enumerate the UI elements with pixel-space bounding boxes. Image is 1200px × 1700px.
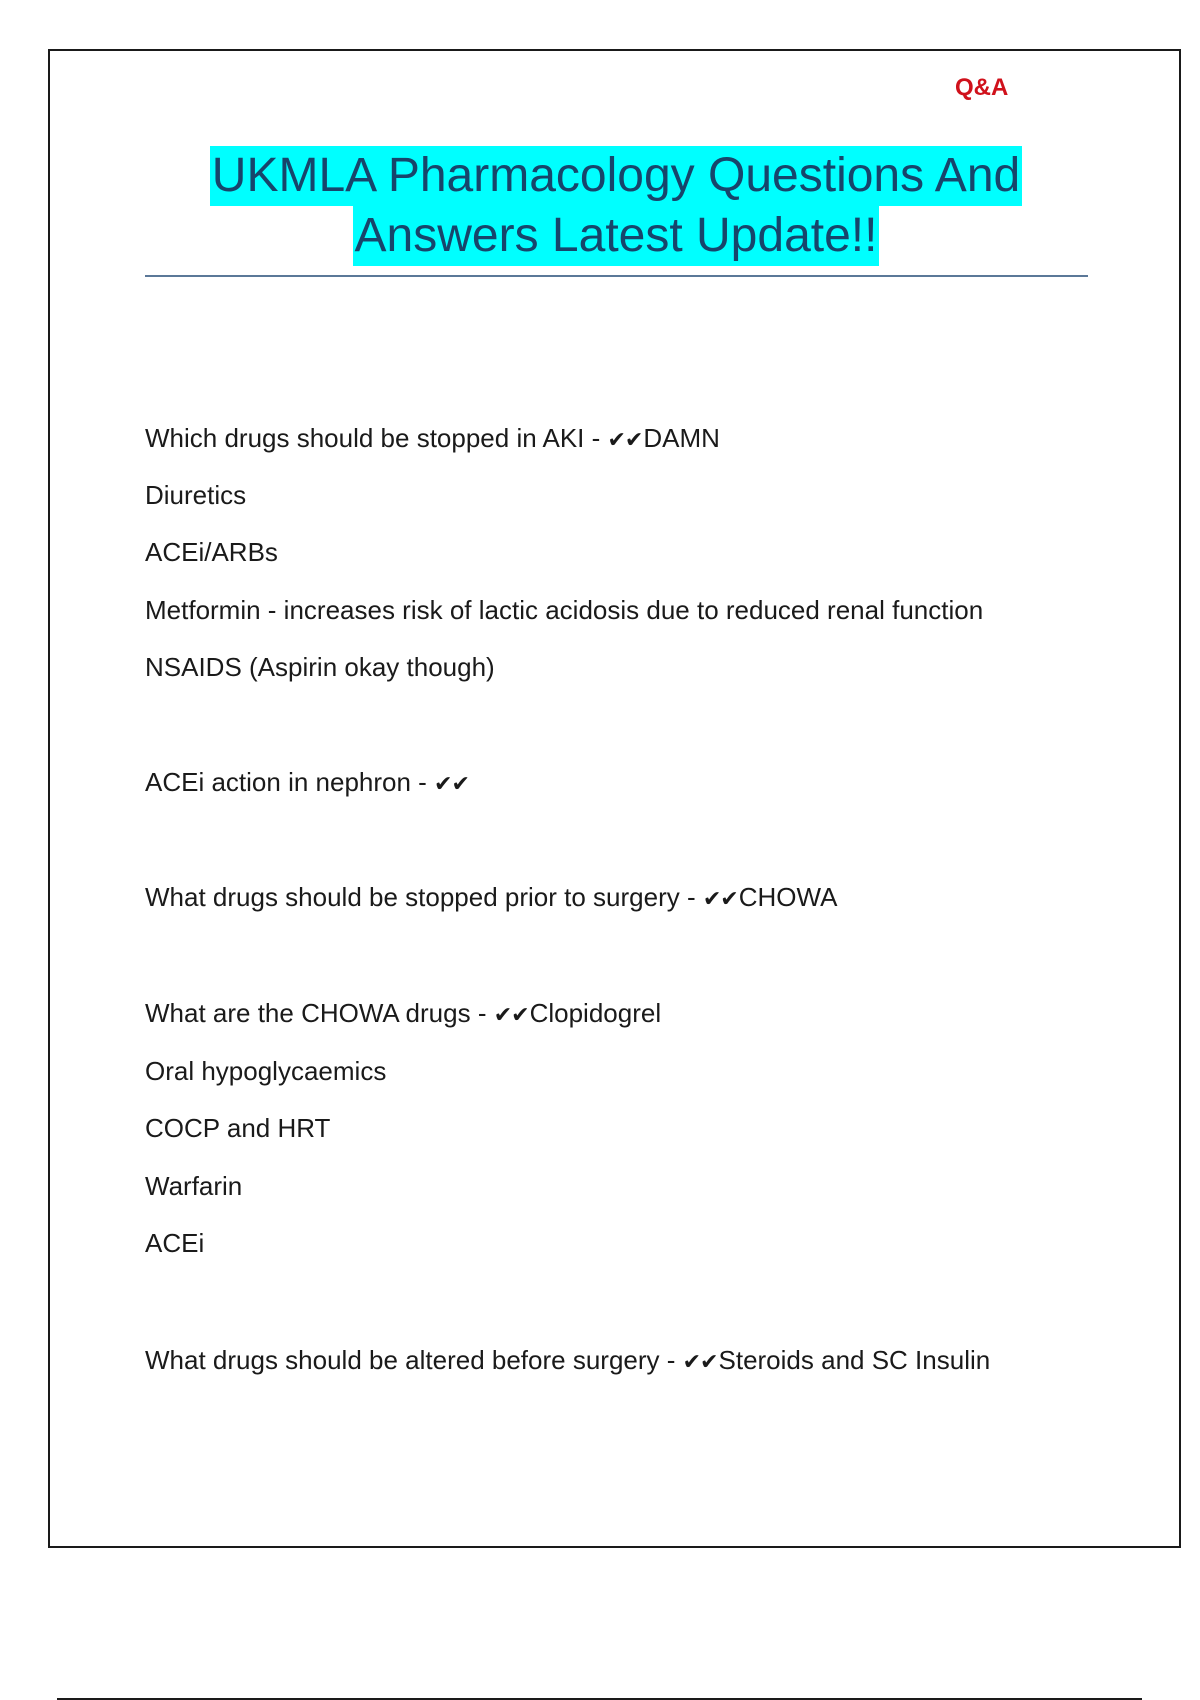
answer-text: Clopidogrel	[529, 998, 662, 1028]
title-line-1: UKMLA Pharmacology Questions And	[210, 146, 1022, 206]
question-text: What drugs should be stopped prior to surgery -	[145, 882, 703, 912]
list-item: Diuretics	[145, 480, 247, 510]
qa-badge: Q&A	[955, 74, 1009, 101]
list-item: Metformin - increases risk of lactic acidosis due to reduced renal function	[145, 595, 984, 625]
question-text: ACEi action in nephron -	[145, 767, 435, 797]
question-alter-before-surgery	[145, 1345, 990, 1378]
double-check-icon: ✔✔	[493, 1003, 529, 1028]
title-line-2: Answers Latest Update!!	[353, 206, 880, 266]
answer-text: DAMN	[643, 423, 720, 453]
question-text: What drugs should be altered before surgery -	[145, 1345, 683, 1375]
double-check-icon: ✔✔	[434, 772, 469, 797]
question-stop-before-surgery	[145, 882, 837, 915]
question-text: What are the CHOWA drugs -	[145, 998, 494, 1028]
question-acei-nephron	[145, 767, 470, 800]
list-item: ACEi/ARBs	[145, 537, 278, 567]
double-check-icon: ✔✔	[607, 428, 643, 453]
list-item: ACEi	[145, 1228, 205, 1258]
answer-text: Steroids and SC Insulin	[718, 1345, 991, 1375]
answer-text: CHOWA	[738, 882, 838, 912]
question-aki	[145, 423, 720, 456]
double-check-icon: ✔✔	[702, 887, 738, 912]
list-item: COCP and HRT	[145, 1113, 331, 1143]
list-item: Warfarin	[145, 1171, 243, 1201]
document-title	[145, 146, 1087, 266]
title-divider	[145, 275, 1088, 277]
list-item: NSAIDS (Aspirin okay though)	[145, 652, 495, 682]
question-text: Which drugs should be stopped in AKI -	[145, 423, 608, 453]
double-check-icon: ✔✔	[682, 1350, 718, 1375]
question-chowa-drugs	[145, 998, 661, 1031]
list-item: Oral hypoglycaemics	[145, 1056, 387, 1086]
